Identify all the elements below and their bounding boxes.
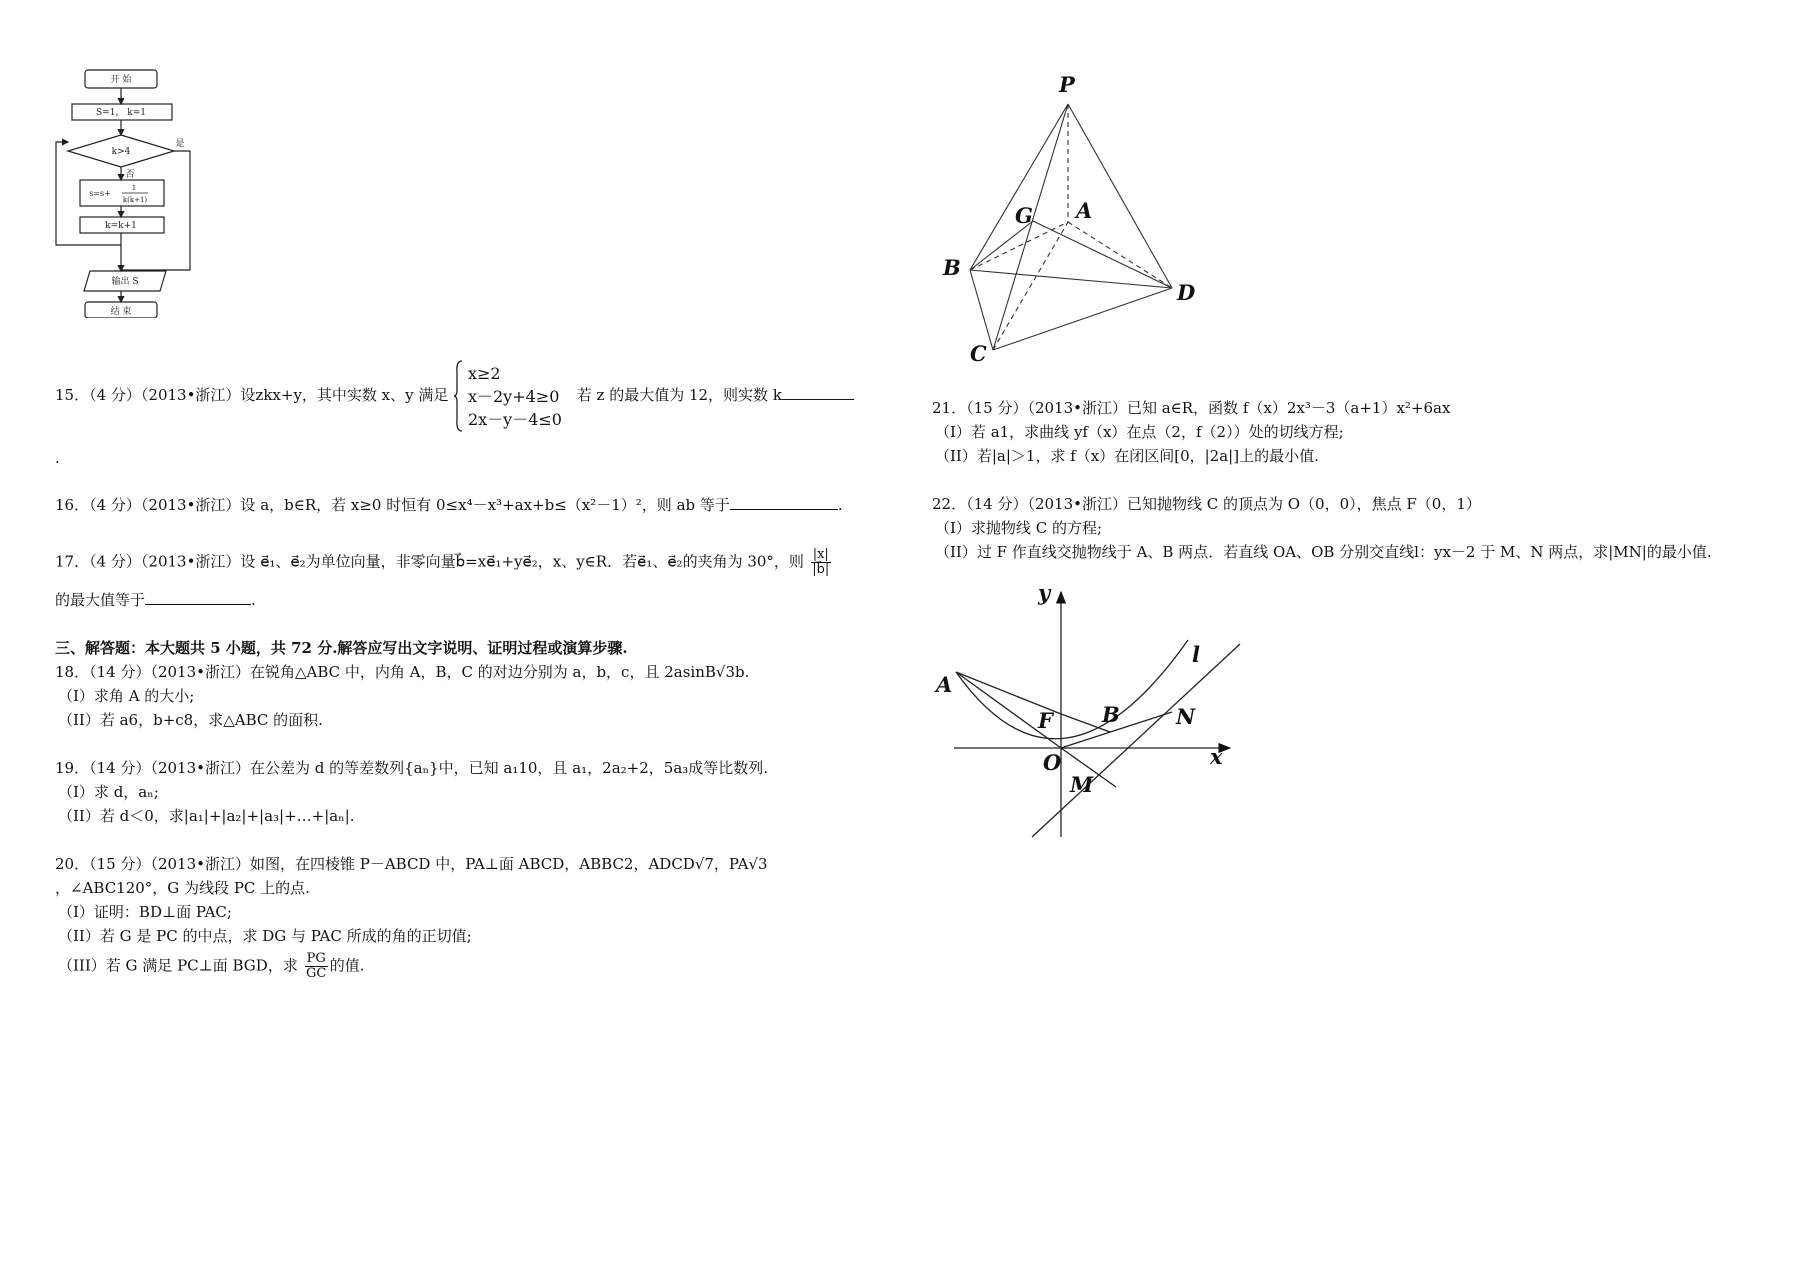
flow-output-label: 输出 S	[111, 277, 139, 287]
parabola-label-y: y	[1038, 580, 1051, 605]
pyramid-label-c: C	[970, 341, 987, 366]
q16-text: 16．（4 分）（2013•浙江）设 a，b∈R，若 x≥0 时恒有 0≤x⁴－x³+ax+b≤（x²－1）²，则 ab 等于	[55, 496, 730, 514]
pyramid-label-g: G	[1015, 203, 1033, 228]
q15-suffix: 若 z 的最大值为 12，则实数 k	[576, 386, 782, 404]
question-17	[55, 548, 833, 577]
parabola-label-n: N	[1176, 704, 1196, 729]
parabola-label-b: B	[1102, 702, 1120, 727]
q15-brace	[453, 360, 463, 432]
q20-stem2: ，∠ABC120°，G 为线段 PC 上的点.	[55, 879, 310, 897]
q15-cond2: x－2y+4≥0	[467, 386, 560, 406]
q17-frac-den: |b⃗|	[812, 562, 830, 577]
q21-stem: 21．（15 分）（2013•浙江）已知 a∈R，函数 f（x）2x³－3（a+1）x²+6ax	[932, 399, 1451, 417]
q17-frac-num: |x|	[812, 547, 829, 562]
q18-stem: 18．（14 分）（2013•浙江）在锐角△ABC 中，内角 A，B，C 的对边分别为 a，b，c，且 2asinB√3b.	[55, 663, 750, 681]
q17-fraction	[811, 548, 831, 577]
q21-part1: （I）若 a1，求曲线 yf（x）在点（2，f（2））处的切线方程;	[935, 423, 1344, 441]
pyramid-label-b: B	[943, 255, 961, 280]
q20-part3	[58, 952, 365, 981]
q17-answer-blank[interactable]	[145, 604, 251, 605]
parabola-figure	[930, 572, 1250, 842]
q15-cond1: x≥2	[467, 363, 501, 383]
section-3-title: 三、解答题：本大题共 5 小题，共 72 分.解答应写出文字说明、证明过程或演算步骤.	[55, 639, 628, 657]
parabola-label-m: M	[1070, 772, 1094, 797]
q22-part2: （II）过 F 作直线交抛物线于 A、B 两点．若直线 OA、OB 分别交直线l：yx－2 于 M、N 两点，求|MN|的最小值.	[935, 543, 1712, 561]
q15-period: .	[55, 449, 60, 467]
q15-constraint-system	[468, 362, 562, 431]
q18-part1: （I）求角 A 的大小;	[58, 687, 195, 705]
q22-part1: （I）求抛物线 C 的方程;	[935, 519, 1102, 537]
pyramid-figure	[935, 68, 1205, 368]
q15-answer-blank[interactable]	[782, 399, 854, 400]
q20-p3-fraction	[305, 952, 328, 981]
flow-start-label: 开 始	[110, 75, 132, 85]
pyramid-label-d: D	[1177, 280, 1196, 305]
q18-part2: （II）若 a6，b+c8，求△ABC 的面积.	[58, 711, 323, 729]
flow-update-frac-num: 1	[131, 184, 137, 192]
q19-part2: （II）若 d＜0，求|a₁|+|a₂|+|a₃|+…+|aₙ|.	[58, 807, 355, 825]
q20-part1: （I）证明：BD⊥面 PAC;	[58, 903, 232, 921]
q20-part2: （II）若 G 是 PC 的中点，求 DG 与 PAC 所成的角的正切值;	[58, 927, 472, 945]
flow-cond-label: k>4	[111, 147, 131, 157]
parabola-label-l: l	[1192, 642, 1200, 667]
q21-part2: （II）若|a|＞1，求 f（x）在闭区间[0，|2a|]上的最小值.	[935, 447, 1319, 465]
flow-update-s-label: s=s+	[89, 189, 111, 198]
q15-prefix: 15．（4 分）（2013•浙江）设zkx+y，其中实数 x、y 满足	[55, 386, 449, 404]
q16-answer-blank[interactable]	[730, 509, 838, 510]
pyramid-label-a: A	[1076, 198, 1093, 223]
flow-update-k-label: k=k+1	[105, 221, 137, 231]
q20-p3-den: GC	[306, 966, 327, 981]
parabola-label-f: F	[1038, 708, 1053, 733]
q17-line2-prefix: 的最大值等于	[55, 591, 146, 609]
question-16	[55, 495, 843, 515]
q20-p3-suffix: 的值.	[329, 956, 365, 975]
pyramid-label-p: P	[1059, 72, 1075, 97]
q17-line1: 17．（4 分）（2013•浙江）设 e⃗₁、e⃗₂为单位向量，非零向量b⃗=xe⃗₁+ye⃗₂，x、y∈R．若e⃗₁、e⃗₂的夹角为 30°，则	[55, 552, 804, 571]
flow-yes-label: 是	[175, 139, 185, 149]
question-17-line2	[55, 590, 256, 610]
q20-stem: 20．（15 分）（2013•浙江）如图，在四棱锥 P－ABCD 中，PA⊥面 ABCD，ABBC2，ADCD√7，PA√3	[55, 855, 768, 873]
q20-p3-num: PG	[306, 951, 326, 966]
flow-init-label: S=1， k=1	[95, 108, 147, 118]
q19-stem: 19．（14 分）（2013•浙江）在公差为 d 的等差数列{aₙ}中，已知 a₁10，且 a₁，2a₂+2，5a₃成等比数列.	[55, 759, 769, 777]
parabola-label-x: x	[1210, 744, 1223, 769]
parabola-label-o: O	[1043, 750, 1062, 775]
question-15	[55, 360, 854, 432]
flowchart-diagram	[50, 62, 200, 318]
parabola-label-a: A	[936, 672, 953, 697]
q19-part1: （I）求 d，aₙ;	[58, 783, 159, 801]
q22-stem: 22．（14 分）（2013•浙江）已知抛物线 C 的顶点为 O（0，0），焦点 F（0，1）	[932, 495, 1481, 513]
flow-no-label: 否	[125, 170, 135, 180]
q15-cond3: 2x－y－4≤0	[467, 409, 562, 429]
q17-line2-end: .	[251, 591, 256, 609]
q16-end: .	[837, 496, 843, 514]
flow-update-frac-den: k(k+1)	[122, 196, 148, 204]
q20-p3-prefix: （III）若 G 满足 PC⊥面 BGD，求	[58, 956, 298, 975]
flow-end-label: 结 束	[110, 307, 132, 317]
